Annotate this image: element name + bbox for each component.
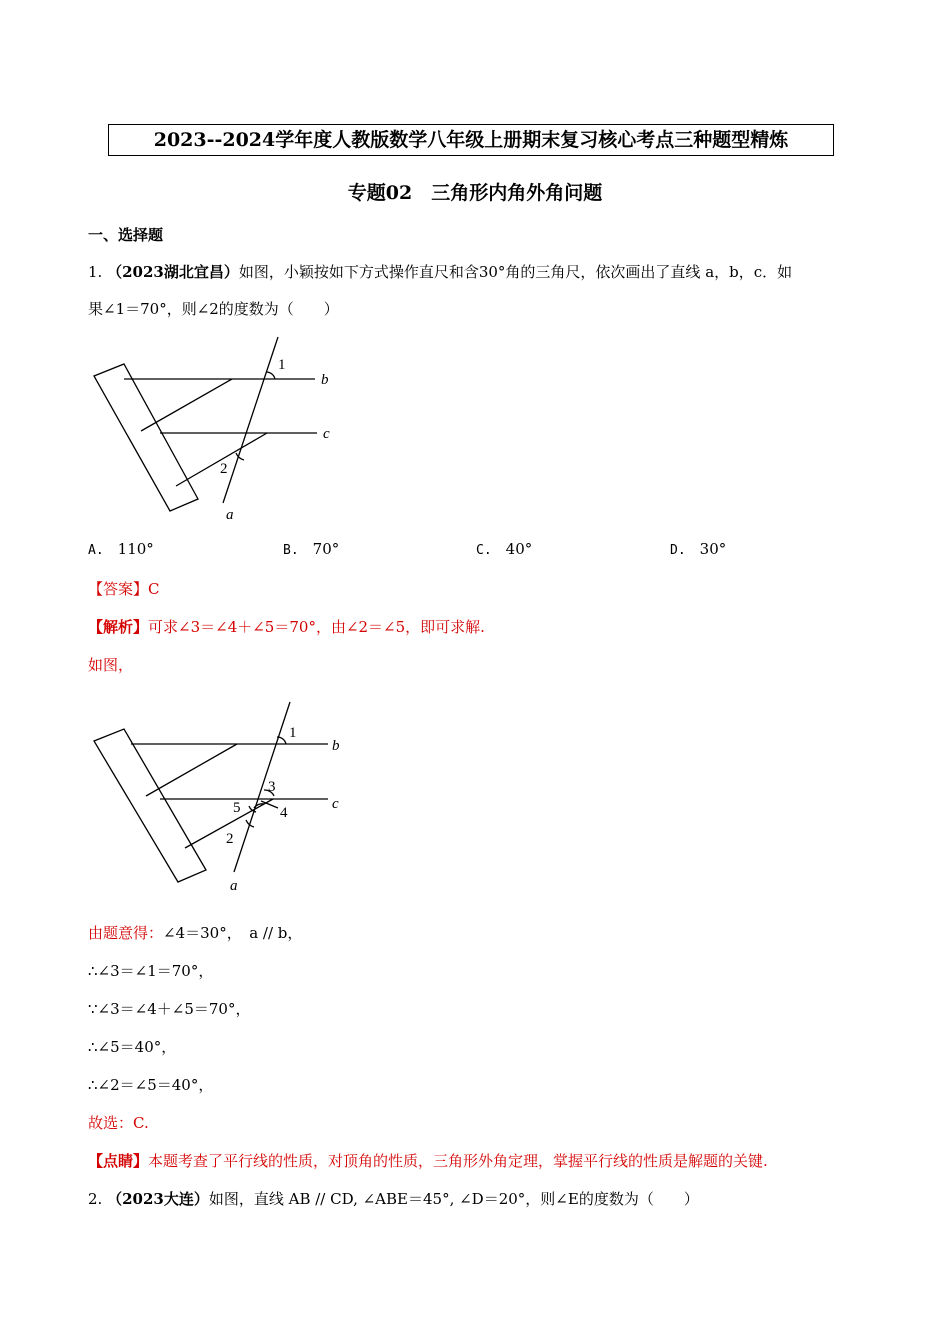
as-figure: 如图， <box>88 656 134 674</box>
step-4: ∴∠5＝40°， <box>88 1038 177 1056</box>
step-1: 由题意得：∠4＝30°， a // b， <box>88 924 303 942</box>
q1-line1 <box>88 261 792 283</box>
q1-figure <box>86 335 356 525</box>
ruler-shape <box>94 729 206 882</box>
triangle-edge-1 <box>141 379 232 431</box>
option-d[interactable]: D. 30° <box>670 540 727 558</box>
q2-source: （2023大连） <box>107 1190 209 1208</box>
choose-line: 故选：C. <box>88 1114 149 1132</box>
q2-stem: 如图，直线 AB // CD, ∠ABE＝45°, ∠D＝20°，则∠E的度数为（ ） <box>208 1190 699 1208</box>
label-2: 2 <box>226 831 234 847</box>
comment-head: 【点睛】 <box>88 1152 149 1170</box>
label-b: b <box>332 738 340 754</box>
angle1-arc <box>266 372 275 379</box>
document-title: 2023--2024学年度人教版数学八年级上册期末复习核心考点三种题型精炼 <box>108 124 834 156</box>
step-3: ∵∠3＝∠4＋∠5＝70°， <box>88 1000 251 1018</box>
analysis-head: 【解析】 <box>88 618 149 636</box>
line-a <box>223 337 278 503</box>
q1-source: （2023湖北宜昌） <box>107 263 239 281</box>
label-5: 5 <box>233 800 241 816</box>
label-b: b <box>321 372 329 388</box>
ruler-shape <box>94 364 198 511</box>
analysis <box>88 616 485 638</box>
step-5: ∴∠2＝∠5＝40°， <box>88 1076 214 1094</box>
label-c: c <box>323 426 330 442</box>
label-2: 2 <box>220 461 228 477</box>
triangle-edge-1 <box>146 744 237 796</box>
label-c: c <box>332 796 339 812</box>
answer: 【答案】C <box>88 580 160 598</box>
q1-stem-line1: 如图，小颖按如下方式操作直尺和含30°角的三角尺，依次画出了直线 a，b，c．如 <box>238 263 793 281</box>
q2-number: 2. <box>88 1190 103 1208</box>
q2-line <box>88 1188 699 1210</box>
option-a[interactable]: A. 110° <box>88 540 154 558</box>
option-b[interactable]: B. 70° <box>283 540 340 558</box>
section-heading: 一、选择题 <box>88 226 164 244</box>
q1-solution-figure <box>86 700 356 895</box>
comment-text: 本题考查了平行线的性质，对顶角的性质，三角形外角定理，掌握平行线的性质是解题的关键. <box>148 1152 768 1170</box>
label-a: a <box>230 878 238 894</box>
line-a <box>234 702 290 872</box>
q1-stem-line2: 果∠1＝70°，则∠2的度数为（ ） <box>88 300 339 318</box>
label-4: 4 <box>280 805 288 821</box>
step-2: ∴∠3＝∠1＝70°， <box>88 962 214 980</box>
analysis-text: 可求∠3＝∠4＋∠5＝70°，由∠2＝∠5，即可求解. <box>148 618 485 636</box>
comment <box>88 1150 768 1172</box>
q1-number: 1. <box>88 263 103 281</box>
label-1: 1 <box>278 357 286 373</box>
option-c[interactable]: C. 40° <box>476 540 533 558</box>
triangle-edge-2 <box>176 433 267 486</box>
label-3: 3 <box>268 779 276 795</box>
label-1: 1 <box>289 725 297 741</box>
label-a: a <box>226 507 234 523</box>
topic-title: 专题02 三角形内角外角问题 <box>347 182 603 204</box>
